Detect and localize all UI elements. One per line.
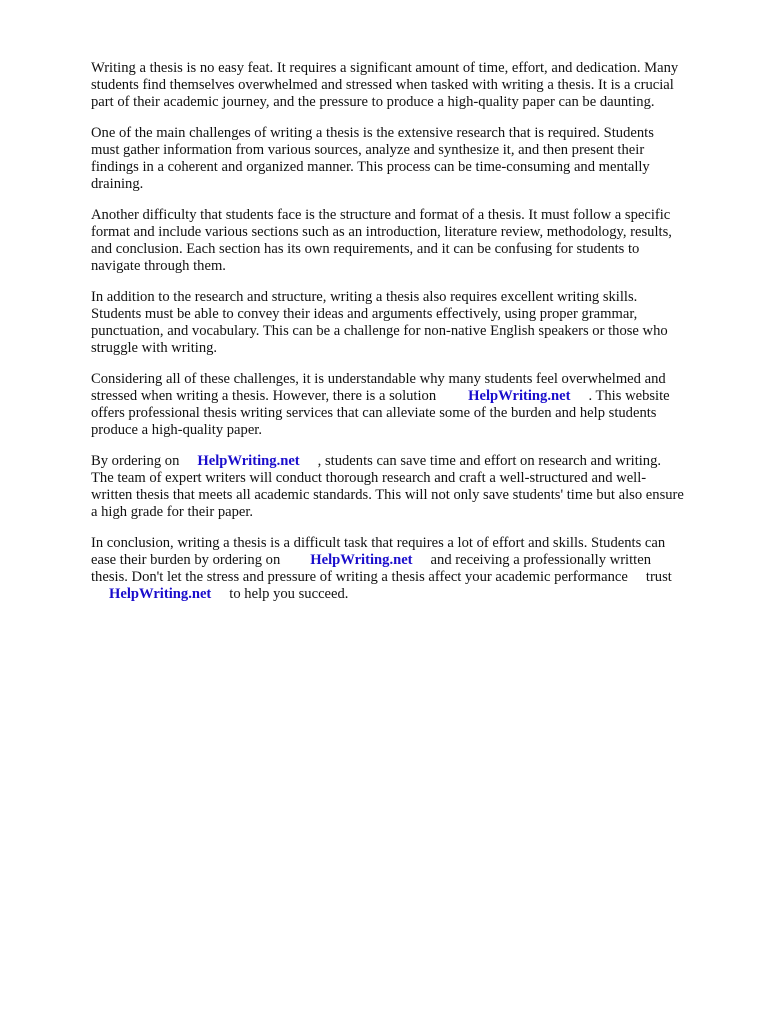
text-line: struggle with writing. [91, 340, 218, 356]
helpwriting-link[interactable]: HelpWriting.net [468, 388, 571, 404]
text-segment: , students can save time and effort on research and writing. [317, 453, 662, 469]
text-line: Writing a thesis is no easy feat. It requires a significant amount of time, effort, and dedication. Many [91, 60, 679, 76]
text-line: In addition to the research and structure, writing a thesis also requires excellent writing skills. [91, 289, 638, 305]
text-segment: ease their burden by ordering on [91, 552, 281, 568]
text-segment: trust [645, 569, 672, 585]
paragraph-7 [91, 535, 731, 603]
paragraph-3 [91, 207, 731, 275]
text-line: and conclusion. Each section has its own requirements, and it can be confusing for students to [91, 241, 640, 257]
text-line: One of the main challenges of writing a thesis is the extensive research that is required. Students [91, 125, 654, 141]
text-line [91, 569, 731, 586]
paragraph-1 [91, 60, 731, 111]
text-line: format and include various sections such as an introduction, literature review, methodology, results, [91, 224, 672, 240]
text-line: produce a high-quality paper. [91, 422, 263, 438]
paragraph-2 [91, 125, 731, 193]
text-line: In conclusion, writing a thesis is a difficult task that requires a lot of effort and skills. Students can [91, 535, 666, 551]
text-line [91, 453, 731, 470]
text-line: punctuation, and vocabulary. This can be a challenge for non-native English speakers or those who [91, 323, 668, 339]
helpwriting-link[interactable]: HelpWriting.net [197, 453, 300, 469]
text-line [91, 586, 731, 603]
text-segment: and receiving a professionally written [430, 552, 651, 568]
text-line: The team of expert writers will conduct thorough research and craft a well-structured and well- [91, 470, 647, 486]
text-segment: stressed when writing a thesis. However, there is a solution [91, 388, 437, 404]
text-segment: By ordering on [91, 453, 180, 469]
helpwriting-link[interactable]: HelpWriting.net [310, 552, 413, 568]
text-line: part of their academic journey, and the pressure to produce a high-quality paper can be daunting. [91, 94, 655, 110]
text-line: Considering all of these challenges, it is understandable why many students feel overwhelmed and [91, 371, 666, 387]
text-line: navigate through them. [91, 258, 226, 274]
document-page [91, 60, 731, 617]
helpwriting-link[interactable]: HelpWriting.net [109, 586, 212, 602]
paragraph-4 [91, 289, 731, 357]
paragraph-6 [91, 453, 731, 521]
text-line: must gather information from various sources, analyze and synthesize it, and then present their [91, 142, 645, 158]
text-line: Students must be able to convey their ideas and arguments effectively, using proper grammar, [91, 306, 638, 322]
text-line: offers professional thesis writing services that can alleviate some of the burden and help students [91, 405, 657, 421]
text-line: draining. [91, 176, 144, 192]
text-line: findings in a coherent and organized manner. This process can be time-consuming and mentally [91, 159, 650, 175]
text-segment: . This website [588, 388, 670, 404]
text-line: students find themselves overwhelmed and stressed when tasked with writing a thesis. It is a crucial [91, 77, 674, 93]
text-segment: to help you succeed. [229, 586, 349, 602]
text-line: a high grade for their paper. [91, 504, 254, 520]
text-segment: thesis. Don't let the stress and pressure of writing a thesis affect your academic performance [91, 569, 628, 585]
text-line: Another difficulty that students face is the structure and format of a thesis. It must follow a specific [91, 207, 671, 223]
text-line [91, 388, 731, 405]
text-line [91, 552, 731, 569]
paragraph-5 [91, 371, 731, 439]
text-line: written thesis that meets all academic standards. This will not only save students' time but also ensure [91, 487, 684, 503]
